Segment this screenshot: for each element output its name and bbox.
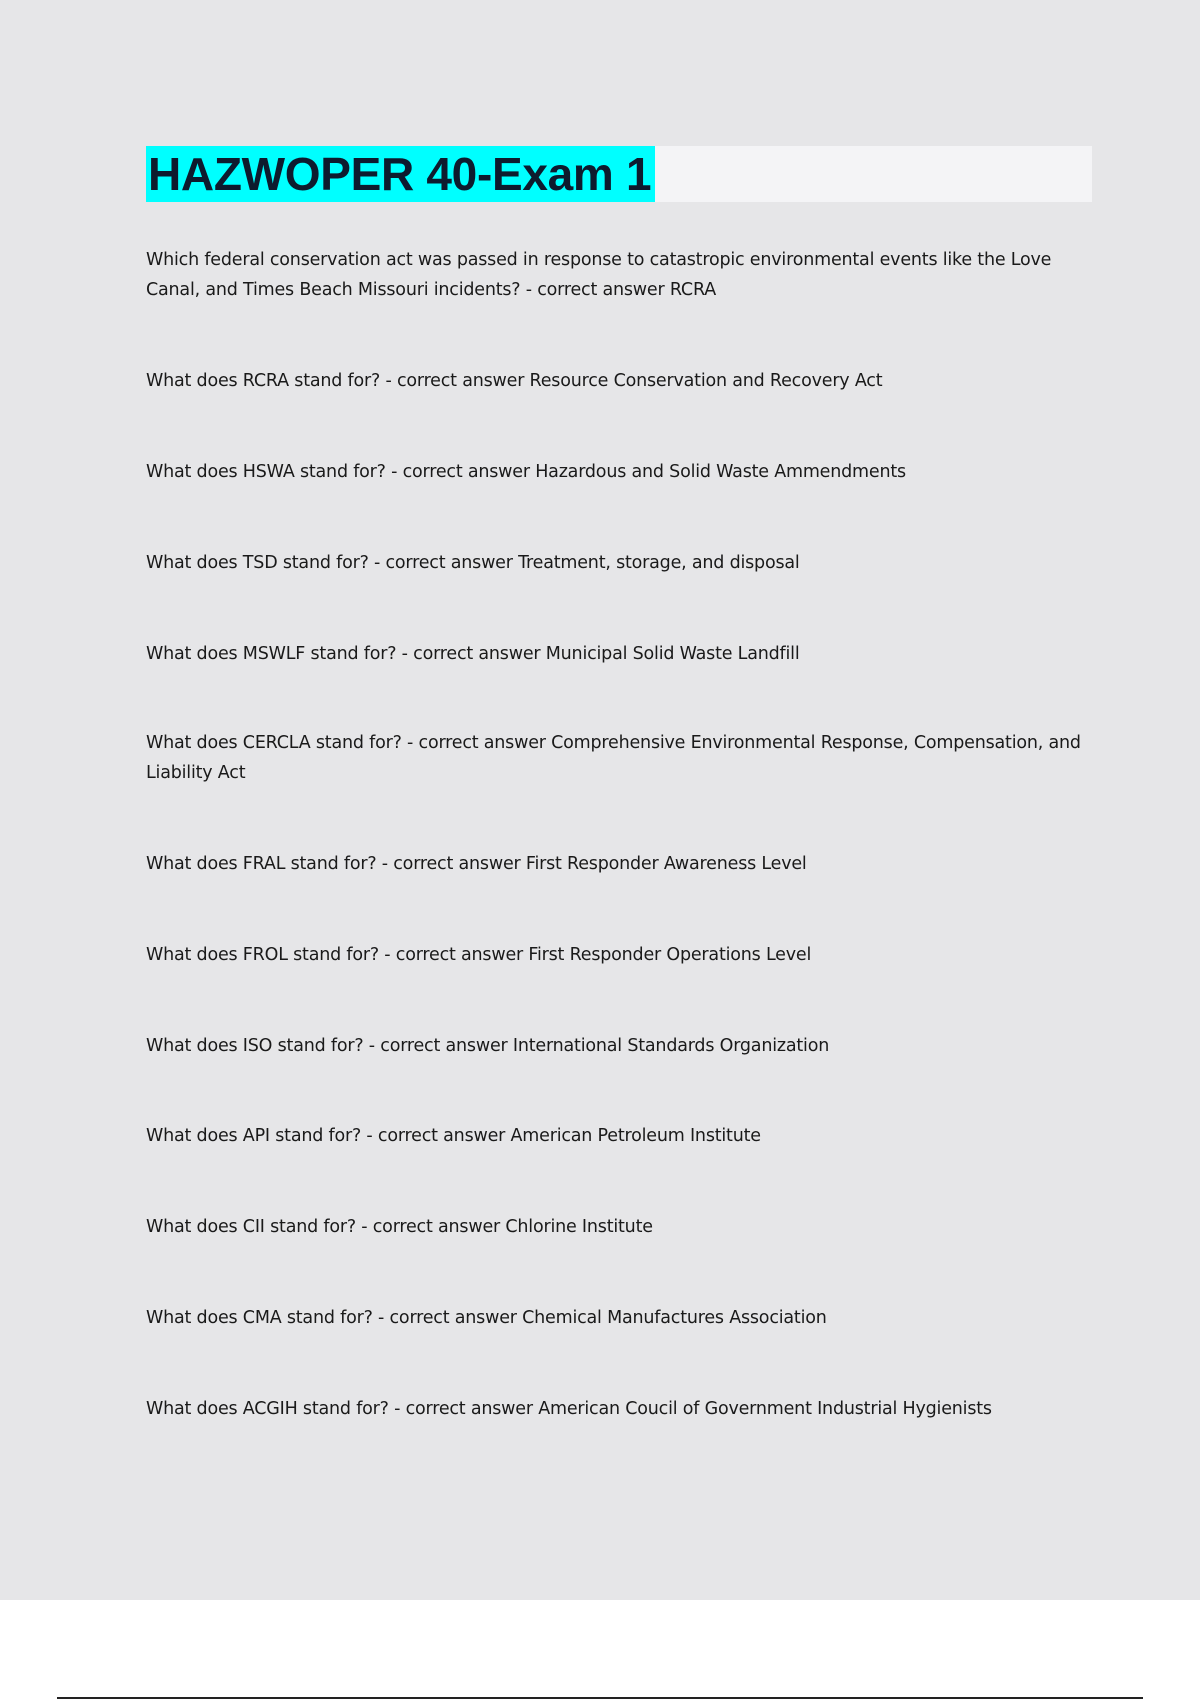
question-item: What does MSWLF stand for? - correct answer Municipal Solid Waste Landfill bbox=[146, 644, 800, 664]
question-item: Which federal conservation act was passed in response to catastropic environmental events like the Love Canal, and Times Beach Missouri incidents? - correct answer RCRA bbox=[146, 250, 1052, 300]
question-item: What does HSWA stand for? - correct answer Hazardous and Solid Waste Ammendments bbox=[146, 462, 906, 482]
question-item: What does FRAL stand for? - correct answer First Responder Awareness Level bbox=[146, 854, 807, 874]
question-item: What does CMA stand for? - correct answer Chemical Manufactures Association bbox=[146, 1308, 827, 1328]
question-item: What does API stand for? - correct answer American Petroleum Institute bbox=[146, 1126, 761, 1146]
footer-divider bbox=[57, 1697, 1143, 1699]
question-item: What does RCRA stand for? - correct answer Resource Conservation and Recovery Act bbox=[146, 371, 883, 391]
question-item: What does CII stand for? - correct answer Chlorine Institute bbox=[146, 1217, 653, 1237]
document-title: HAZWOPER 40-Exam 1 bbox=[146, 146, 655, 202]
question-item: What does FROL stand for? - correct answer First Responder Operations Level bbox=[146, 945, 812, 965]
question-item: What does TSD stand for? - correct answer Treatment, storage, and disposal bbox=[146, 553, 800, 573]
question-item: What does ISO stand for? - correct answer International Standards Organization bbox=[146, 1036, 830, 1056]
question-item: What does ACGIH stand for? - correct answer American Coucil of Government Industrial Hygienists bbox=[146, 1399, 992, 1419]
question-item: What does CERCLA stand for? - correct answer Comprehensive Environmental Response, Compensation, and Liability Act bbox=[146, 733, 1081, 783]
